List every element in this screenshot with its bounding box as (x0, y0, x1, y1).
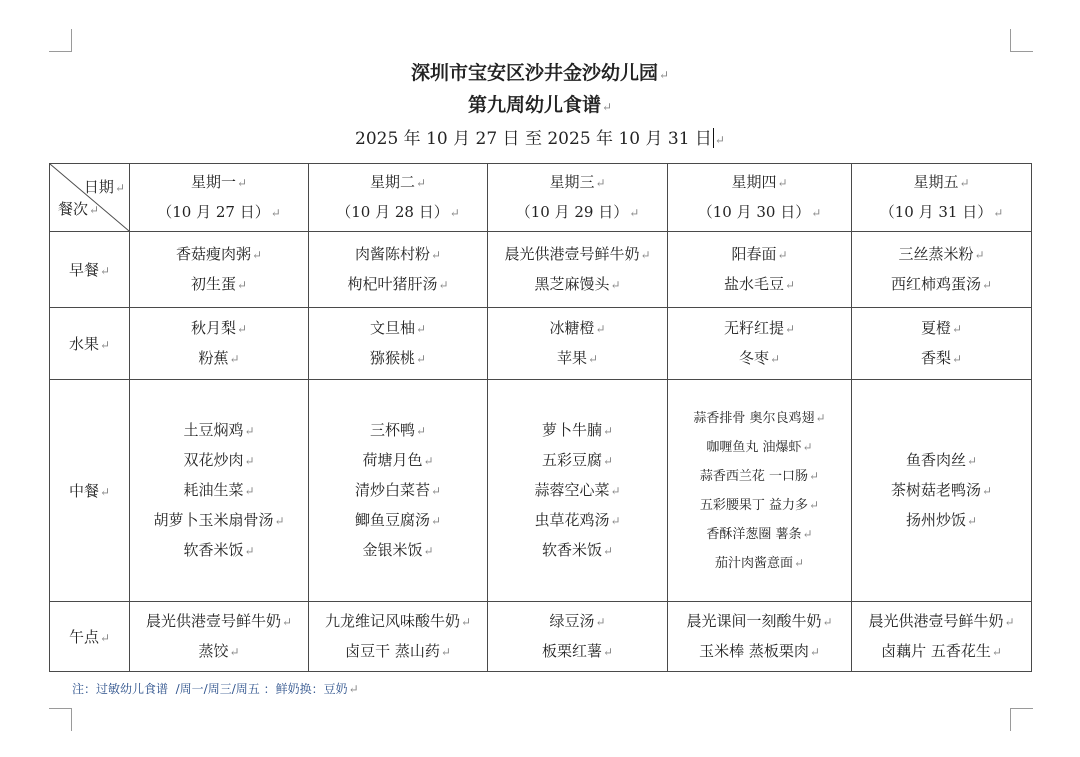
day-date: （10 月 28 日）↵ (336, 202, 460, 221)
dish: 秋月梨↵ (190, 318, 248, 337)
meal-label-cell: 中餐↵ (50, 380, 130, 602)
dish: 蒸饺↵ (198, 641, 240, 660)
day-header-cell (309, 164, 488, 232)
day-name: 星期五↵ (913, 172, 970, 191)
dish: 无籽红提↵ (723, 318, 796, 337)
dish: 冬枣↵ (738, 348, 781, 367)
meal-cell (668, 232, 852, 308)
dish: 清炒白菜苔↵ (354, 480, 442, 499)
dish: 西红柿鸡蛋汤↵ (890, 274, 993, 293)
meal-label: 早餐 (68, 261, 99, 279)
paragraph-mark: ↵ (714, 133, 725, 147)
paragraph-mark: ↵ (658, 68, 670, 82)
dish: 初生蛋↵ (190, 274, 248, 293)
dish: 夏橙↵ (920, 318, 963, 337)
dish: 三丝蒸米粉↵ (898, 244, 985, 263)
meal-cell (488, 602, 668, 672)
dish: 鲫鱼豆腐汤↵ (354, 510, 442, 529)
corner-date-label: 日期↵ (83, 178, 125, 196)
week-title-text: 第九周幼儿食谱 (467, 94, 601, 116)
meal-cell (309, 308, 488, 380)
menu-table (49, 163, 1032, 672)
meal-cell (852, 380, 1032, 602)
dish: 九龙维记风味酸牛奶↵ (324, 611, 472, 630)
paragraph-mark: ↵ (601, 100, 613, 114)
meal-cell (130, 308, 309, 380)
day-header-cell (852, 164, 1032, 232)
school-title-text: 深圳市宝安区沙井金沙幼儿园 (410, 62, 658, 84)
meal-cell (852, 308, 1032, 380)
dish: 晨光课间一刻酸牛奶↵ (686, 611, 833, 630)
day-name: 星期四↵ (731, 172, 788, 191)
meal-cell (852, 232, 1032, 308)
allergy-note-text: 注：过敏幼儿食谱 /周一/周三/周五 ：鲜奶换：豆奶 (72, 682, 348, 696)
dish: 茄汁肉酱意面↵ (714, 555, 805, 571)
meal-cell (488, 308, 668, 380)
dish: 枸杞叶猪肝汤↵ (347, 274, 449, 293)
page-corner-top-right (1010, 29, 1033, 52)
dish: 虫草花鸡汤↵ (534, 510, 621, 529)
dish: 苹果↵ (556, 348, 599, 367)
day-name: 星期三↵ (549, 172, 606, 191)
dish: 耗油生菜↵ (183, 480, 255, 499)
dish: 蒜蓉空心菜↵ (534, 480, 621, 499)
dish: 卤藕片 五香花生↵ (881, 641, 1002, 660)
dish: 三杯鸭↵ (369, 420, 427, 439)
meal-label: 中餐 (68, 482, 99, 500)
meal-label-cell: 水果↵ (50, 308, 130, 380)
header-row (50, 164, 1032, 232)
day-date: （10 月 30 日）↵ (697, 202, 822, 221)
dish: 绿豆汤↵ (549, 611, 606, 630)
dish: 文旦柚↵ (369, 318, 427, 337)
meal-cell (852, 602, 1032, 672)
day-name: 星期二↵ (369, 172, 427, 191)
dish: 盐水毛豆↵ (723, 274, 796, 293)
corner-meal-label: 餐次↵ (58, 200, 100, 218)
corner-header-cell (50, 164, 130, 232)
date-range-text: 2025 年 10 月 27 日 至 2025 年 10 月 31 日 (355, 129, 712, 149)
dish: 软香米饭↵ (183, 540, 255, 559)
school-title (0, 58, 1080, 85)
meal-cell (309, 380, 488, 602)
dish: 冰糖橙↵ (549, 318, 606, 337)
dish: 土豆焖鸡↵ (183, 420, 255, 439)
meal-cell (488, 232, 668, 308)
snack-row (50, 602, 1032, 672)
week-title (0, 90, 1080, 117)
dish: 五彩豆腐↵ (541, 450, 614, 469)
dish: 五彩腰果丁 益力多↵ (699, 497, 820, 513)
dish: 蒜香西兰花 一口肠↵ (699, 468, 820, 484)
meal-cell (309, 232, 488, 308)
day-name: 星期一↵ (190, 172, 248, 191)
fruit-row (50, 308, 1032, 380)
dish: 金银米饭↵ (362, 540, 434, 559)
dish: 玉米棒 蒸板栗肉↵ (699, 641, 820, 660)
lunch-row (50, 380, 1032, 602)
dish: 茶树菇老鸭汤↵ (890, 480, 993, 499)
meal-cell (130, 602, 309, 672)
page-corner-bottom-right (1010, 708, 1033, 731)
dish: 萝卜牛腩↵ (541, 420, 614, 439)
breakfast-row (50, 232, 1032, 308)
dish: 晨光供港壹号鲜牛奶↵ (868, 611, 1015, 630)
date-range[interactable] (0, 124, 1080, 149)
meal-label-cell: 午点↵ (50, 602, 130, 672)
dish: 阳春面↵ (731, 244, 788, 263)
dish: 猕猴桃↵ (369, 348, 427, 367)
dish: 咖喱鱼丸 油爆虾↵ (706, 439, 813, 455)
meal-label-cell: 早餐↵ (50, 232, 130, 308)
allergy-note: 注：过敏幼儿食谱 /周一/周三/周五 ：鲜奶换：豆奶↵ (72, 682, 359, 696)
meal-label: 水果 (68, 335, 99, 353)
day-date: （10 月 27 日）↵ (157, 202, 281, 221)
page-corner-bottom-left (49, 708, 72, 731)
dish: 粉蕉↵ (198, 348, 240, 367)
dish: 晨光供港壹号鲜牛奶↵ (145, 611, 293, 630)
meal-cell (668, 602, 852, 672)
dish: 扬州炒饭↵ (905, 510, 978, 529)
meal-cell (309, 602, 488, 672)
dish: 蒜香排骨 奥尔良鸡翅↵ (693, 410, 826, 426)
day-header-cell (130, 164, 309, 232)
meal-label: 午点 (68, 628, 99, 646)
day-date: （10 月 31 日）↵ (879, 202, 1004, 221)
meal-cell (488, 380, 668, 602)
dish: 荷塘月色↵ (362, 450, 434, 469)
meal-cell (668, 380, 852, 602)
dish: 软香米饭↵ (541, 540, 614, 559)
meal-cell (668, 308, 852, 380)
dish: 肉酱陈村粉↵ (354, 244, 442, 263)
page-corner-top-left (49, 29, 72, 52)
day-header-cell (668, 164, 852, 232)
day-header-cell (488, 164, 668, 232)
meal-cell (130, 232, 309, 308)
day-date: （10 月 29 日）↵ (515, 202, 640, 221)
text-cursor (713, 128, 714, 148)
dish: 鱼香肉丝↵ (905, 450, 978, 469)
dish: 胡萝卜玉米扇骨汤↵ (153, 510, 285, 529)
meal-cell (130, 380, 309, 602)
dish: 黑芝麻馒头↵ (534, 274, 621, 293)
dish: 卤豆干 蒸山药↵ (345, 641, 451, 660)
dish: 香酥洋葱圈 薯条↵ (706, 526, 813, 542)
dish: 双花炒肉↵ (183, 450, 255, 469)
dish: 香梨↵ (920, 348, 963, 367)
dish: 香菇瘦肉粥↵ (175, 244, 263, 263)
dish: 板栗红薯↵ (541, 641, 614, 660)
dish: 晨光供港壹号鲜牛奶↵ (504, 244, 651, 263)
